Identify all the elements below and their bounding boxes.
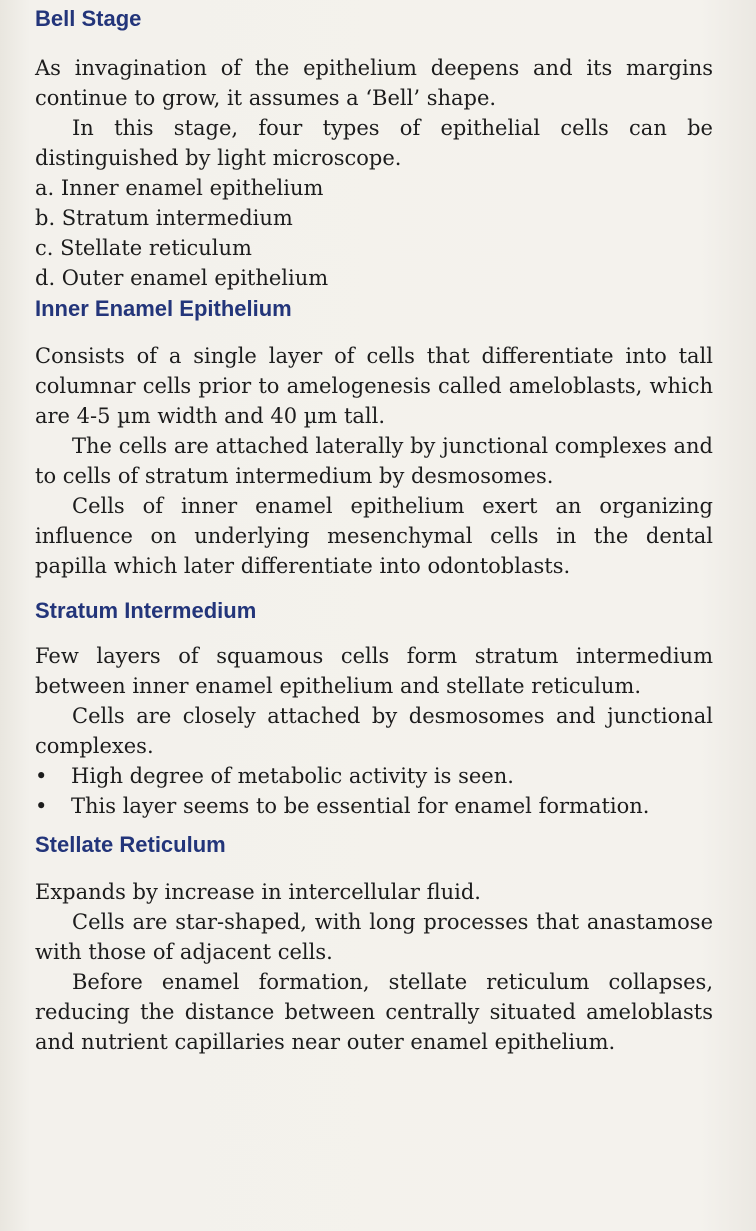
inner-enamel-para-2: The cells are attached laterally by junctional complexes and to cells of stratum intermedium by desmosomes. bbox=[35, 434, 713, 488]
heading-bell-stage: Bell Stage bbox=[35, 6, 142, 31]
heading-inner-enamel-epithelium: Inner Enamel Epithelium bbox=[35, 296, 292, 321]
bullet-icon: • bbox=[35, 794, 48, 818]
bell-stage-para-1: As invagination of the epithelium deepens and its margins continue to grow, it assumes a ‘Bell’ shape. bbox=[35, 56, 713, 110]
heading-stellate-reticulum: Stellate Reticulum bbox=[35, 832, 226, 857]
list-item: d. Outer enamel epithelium bbox=[35, 266, 329, 290]
stellate-para-1: Expands by increase in intercellular fluid. bbox=[35, 880, 481, 904]
heading-stratum-intermedium: Stratum Intermedium bbox=[35, 598, 257, 623]
bullet-text: This layer seems to be essential for enamel formation. bbox=[71, 794, 650, 818]
list-item: c. Stellate reticulum bbox=[35, 236, 252, 260]
document-body bbox=[35, 0, 713, 1057]
inner-enamel-para-1: Consists of a single layer of cells that differentiate into tall columnar cells prior to amelogenesis called ameloblasts, which are 4-5 µm width and 40 µm tall. bbox=[35, 344, 713, 428]
bullet-item bbox=[35, 791, 713, 821]
stratum-para-2: Cells are closely attached by desmosomes and junctional complexes. bbox=[35, 704, 713, 758]
inner-enamel-para-3: Cells of inner enamel epithelium exert an organizing influence on underlying mesenchymal cells in the dental papilla which later differentiate into odontoblasts. bbox=[35, 494, 713, 578]
bullet-icon: • bbox=[35, 764, 48, 788]
list-item: b. Stratum intermedium bbox=[35, 206, 293, 230]
bullet-item bbox=[35, 761, 713, 791]
list-item: a. Inner enamel epithelium bbox=[35, 176, 324, 200]
stellate-para-2: Cells are star-shaped, with long processes that anastamose with those of adjacent cells. bbox=[35, 910, 713, 964]
bell-stage-para-2: In this stage, four types of epithelial cells can be distinguished by light microscope. bbox=[35, 116, 713, 170]
stratum-para-1: Few layers of squamous cells form stratum intermedium between inner enamel epithelium and stellate reticulum. bbox=[35, 644, 713, 698]
bullet-text: High degree of metabolic activity is seen. bbox=[71, 764, 514, 788]
stellate-para-3: Before enamel formation, stellate reticulum collapses, reducing the distance between centrally situated ameloblasts and nutrient capillaries near outer enamel epithelium. bbox=[35, 970, 713, 1054]
